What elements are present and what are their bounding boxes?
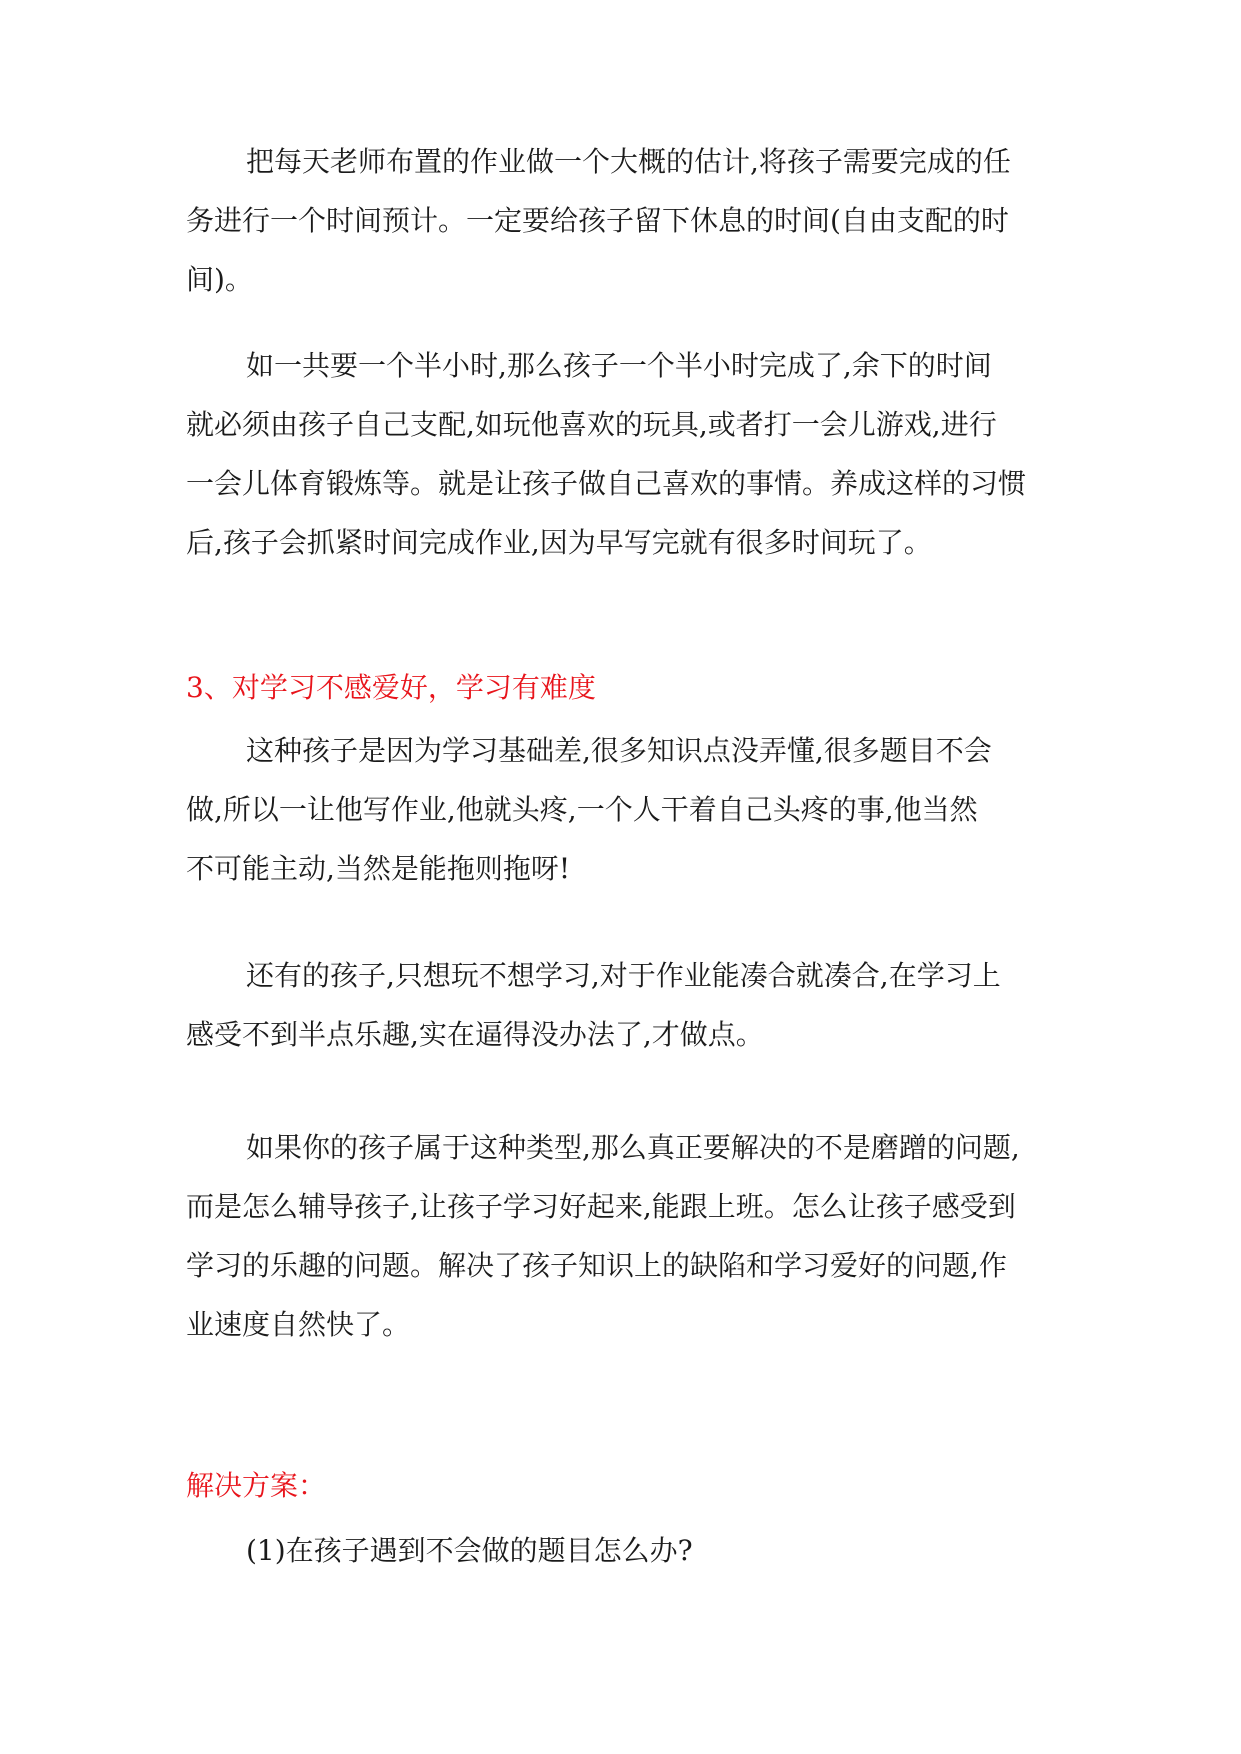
text-line: 这种孩子是因为学习基础差,很多知识点没弄懂,很多题目不会 (246, 734, 992, 767)
text-line: 务进行一个时间预计。一定要给孩子留下休息的时间(自由支配的时 (186, 204, 1009, 237)
text-line: (1)在孩子遇到不会做的题目怎么办? (246, 1534, 693, 1567)
text-line: 后,孩子会抓紧时间完成作业,因为早写完就有很多时间玩了。 (186, 526, 932, 559)
text-line: 就必须由孩子自己支配,如玩他喜欢的玩具,或者打一会儿游戏,进行 (186, 408, 997, 441)
text-line: 业速度自然快了。 (186, 1308, 411, 1341)
text-line: 而是怎么辅导孩子,让孩子学习好起来,能跟上班。怎么让孩子感受到 (186, 1190, 1016, 1223)
heading-text: 解决方案： (186, 1469, 327, 1502)
text-line: 把每天老师布置的作业做一个大概的估计,将孩子需要完成的任 (246, 145, 1011, 178)
text-line: 如果你的孩子属于这种类型,那么真正要解决的不是磨蹭的问题, (246, 1131, 1020, 1164)
text-line: 不可能主动,当然是能拖则拖呀! (186, 852, 571, 885)
heading-text: 3、对学习不感爱好，学习有难度 (186, 671, 596, 704)
text-line: 感受不到半点乐趣,实在逼得没办法了,才做点。 (186, 1018, 764, 1051)
text-line: 间)。 (186, 263, 253, 296)
text-line: 如一共要一个半小时,那么孩子一个半小时完成了,余下的时间 (246, 349, 992, 382)
text-line: 还有的孩子,只想玩不想学习,对于作业能凑合就凑合,在学习上 (246, 959, 1001, 992)
text-line: 一会儿体育锻炼等。就是让孩子做自己喜欢的事情。养成这样的习惯 (186, 467, 1027, 500)
text-line: 做,所以一让他写作业,他就头疼,一个人干着自己头疼的事,他当然 (186, 793, 978, 826)
text-line: 学习的乐趣的问题。解决了孩子知识上的缺陷和学习爱好的问题,作 (186, 1249, 1007, 1282)
